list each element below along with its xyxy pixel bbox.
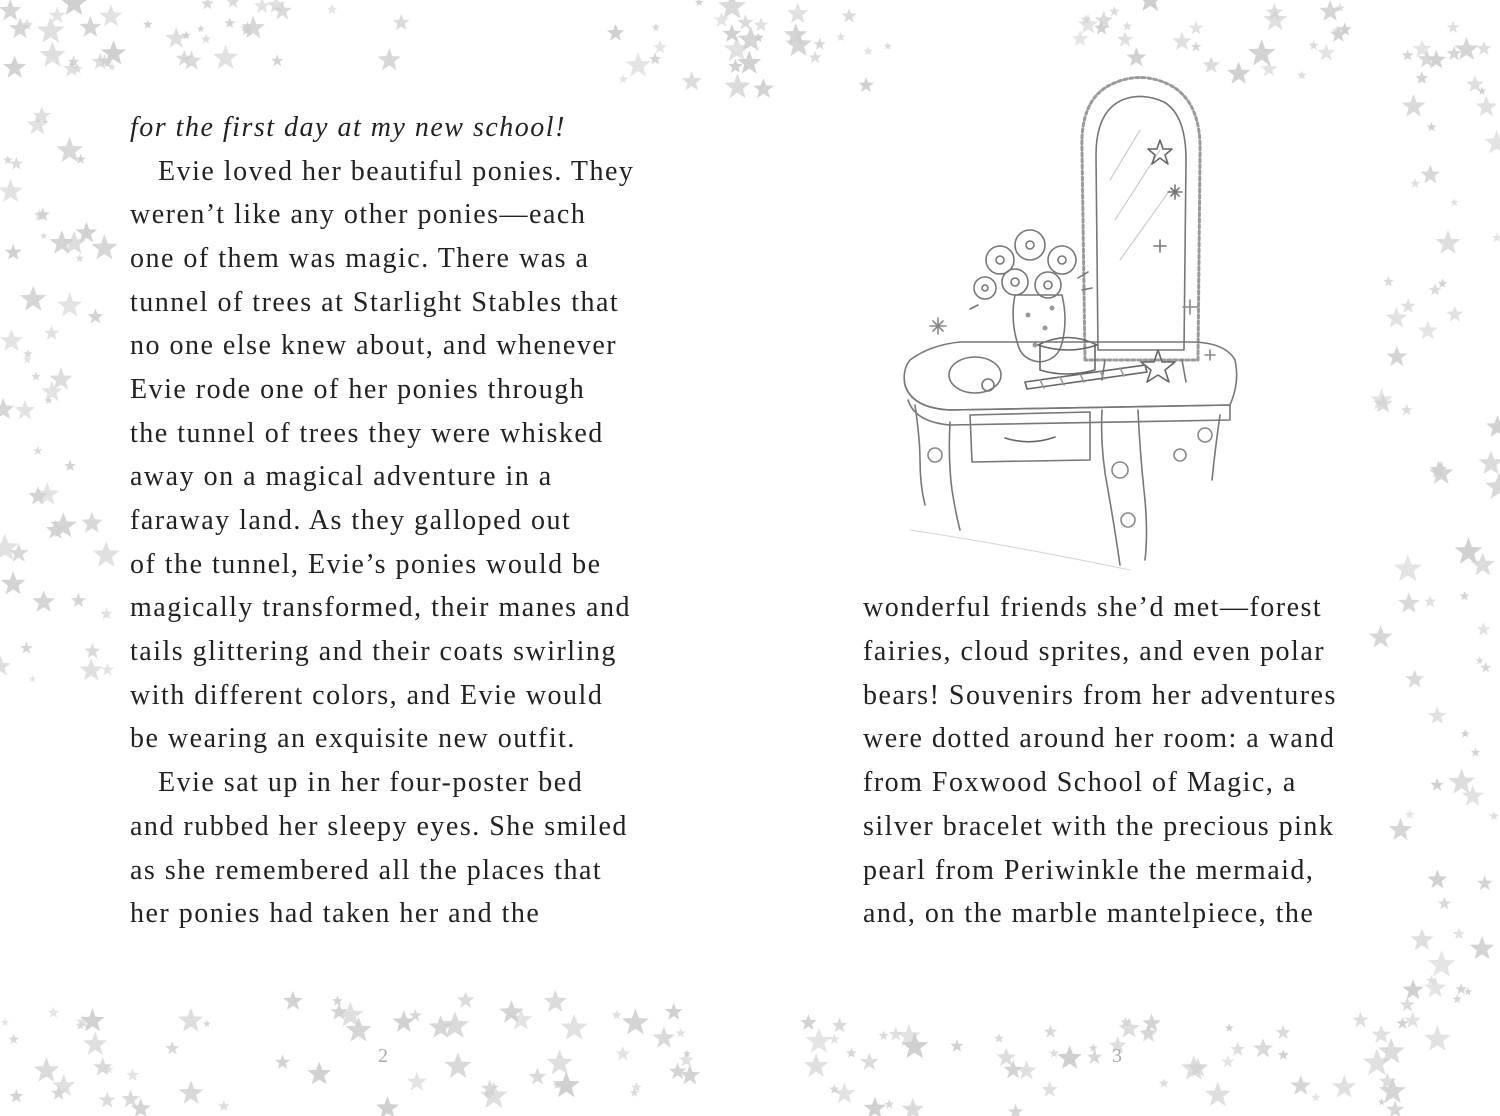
text-line: from Foxwood School of Magic, a [863,767,1297,798]
flowers [970,230,1092,309]
text-line: pearl from Periwinkle the mermaid, [863,855,1315,886]
text-line: the tunnel of trees they were whisked [130,418,604,449]
text-line: Evie loved her beautiful ponies. They [158,156,635,187]
sparkle-icon [1148,140,1172,164]
text-line: as she remembered all the places that [130,855,603,886]
text-line: magically transformed, their manes and [130,592,631,623]
page-number: 2 [378,1045,388,1067]
text-line: tunnel of trees at Starlight Stables that [130,287,620,318]
text-line: of the tunnel, Evie’s ponies would be [130,549,602,580]
text-line: her ponies had taken her and the [130,898,541,929]
mirror-glass [1096,96,1186,350]
text-line: weren’t like any other ponies—each [130,199,587,230]
text-line: silver bracelet with the precious pink [863,811,1335,842]
vase [1013,295,1065,362]
text-line: tails glittering and their coats swirling [130,636,617,667]
text-line: wonderful friends she’d met—forest [863,592,1323,623]
text-line: away on a magical adventure in a [130,461,553,492]
vanity-table-illustration [890,60,1260,580]
text-line: for the first day at my new school! [130,112,566,143]
text-line: fairies, cloud sprites, and even polar [863,636,1326,667]
text-line: were dotted around her room: a wand [863,723,1336,754]
table-legs [915,405,925,505]
page-number: 3 [1112,1045,1122,1067]
text-line: faraway land. As they galloped out [130,505,572,536]
text-line: Evie sat up in her four-poster bed [158,767,584,798]
bracelet [949,357,1001,393]
text-line: with different colors, and Evie would [130,680,604,711]
mirror-frame [1082,78,1200,361]
text-line: bears! Souvenirs from her adventures [863,680,1337,711]
drawer [970,412,1090,462]
text-line: one of them was magic. There was a [130,243,590,274]
text-line: and, on the marble mantelpiece, the [863,898,1315,929]
text-line: Evie rode one of her ponies through [130,374,586,405]
text-line: be wearing an exquisite new outfit. [130,723,576,754]
text-line: no one else knew about, and whenever [130,330,618,361]
text-line: and rubbed her sleepy eyes. She smiled [130,811,628,842]
wand-star-icon [1141,350,1175,382]
